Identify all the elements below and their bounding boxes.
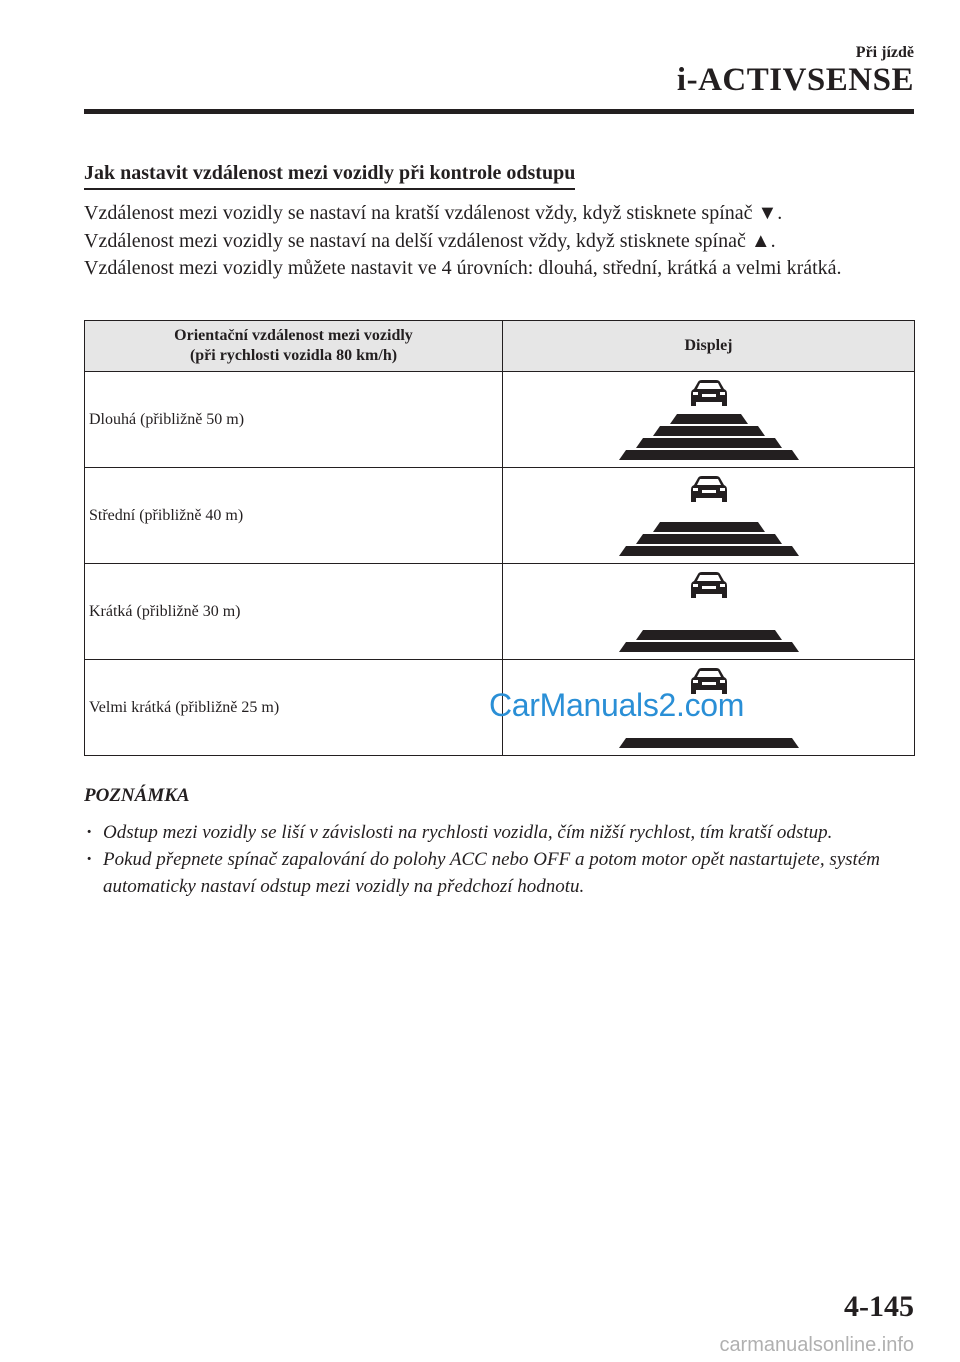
col-header-display: Displej	[503, 321, 915, 372]
table-row	[85, 468, 915, 564]
car-icon	[691, 476, 727, 502]
distance-bar	[636, 534, 782, 544]
body-text	[84, 200, 914, 283]
paragraph-levels: Vzdálenost mezi vozidly můžete nastavit ve 4 úrovních: dlouhá, střední, krátká a velmi krátká.	[84, 257, 842, 279]
car-distance-icon	[614, 378, 804, 462]
table-row	[85, 564, 915, 660]
display-cell	[503, 468, 915, 564]
table-header-row	[85, 321, 915, 372]
page-number: 4-145	[844, 1290, 914, 1323]
note-item: · Odstup mezi vozidly se liší v závislosti na rychlosti vozidla, čím nižší rychlost, tím kratší odstup.	[84, 819, 914, 846]
distance-bar	[636, 438, 782, 448]
distance-bar	[619, 546, 799, 556]
car-distance-icon	[614, 570, 804, 654]
col-header-distance-line1: Orientační vzdálenost mezi vozidly	[174, 327, 413, 344]
car-distance-icon	[614, 474, 804, 558]
distance-label: Velmi krátká (přibližně 25 m)	[85, 660, 503, 756]
col-header-distance	[85, 321, 503, 372]
car-icon	[691, 380, 727, 406]
distance-bar	[670, 414, 748, 424]
distance-bar	[653, 522, 765, 532]
distance-bar	[619, 450, 799, 460]
distance-label: Krátká (přibližně 30 m)	[85, 564, 503, 660]
distance-bar	[619, 642, 799, 652]
distance-label: Dlouhá (přibližně 50 m)	[85, 372, 503, 468]
paragraph-shorter: Vzdálenost mezi vozidly se nastaví na kratší vzdálenost vždy, když stisknete spínač ▼.	[84, 202, 783, 224]
col-header-distance-line2: (při rychlosti vozidla 80 km/h)	[189, 347, 398, 364]
table-row	[85, 372, 915, 468]
running-header-title: i-ACTIVSENSE	[676, 62, 914, 98]
display-cell	[503, 564, 915, 660]
distance-label: Střední (přibližně 40 m)	[85, 468, 503, 564]
section-heading: Jak nastavit vzdálenost mezi vozidly při kontrole odstupu	[84, 162, 575, 190]
note-list	[84, 819, 914, 900]
watermark: CarManuals2.com	[489, 687, 745, 723]
distance-bar	[619, 738, 799, 748]
note-title: POZNÁMKA	[84, 785, 190, 806]
paragraph-longer: Vzdálenost mezi vozidly se nastaví na delší vzdálenost vždy, když stisknete spínač ▲.	[84, 229, 776, 252]
car-icon	[691, 572, 727, 598]
distance-bar	[653, 426, 765, 436]
distance-bar	[636, 630, 782, 640]
header-rule	[84, 109, 914, 114]
footer-url: carmanualsonline.info	[719, 1334, 914, 1356]
running-header-section: Při jízdě	[855, 44, 914, 61]
display-cell	[503, 372, 915, 468]
note-item: · Pokud přepnete spínač zapalování do polohy ACC nebo OFF a potom motor opět nastartujete, systém automaticky nastaví odstup mezi vozidly na předchozí hodnotu.	[84, 846, 914, 900]
